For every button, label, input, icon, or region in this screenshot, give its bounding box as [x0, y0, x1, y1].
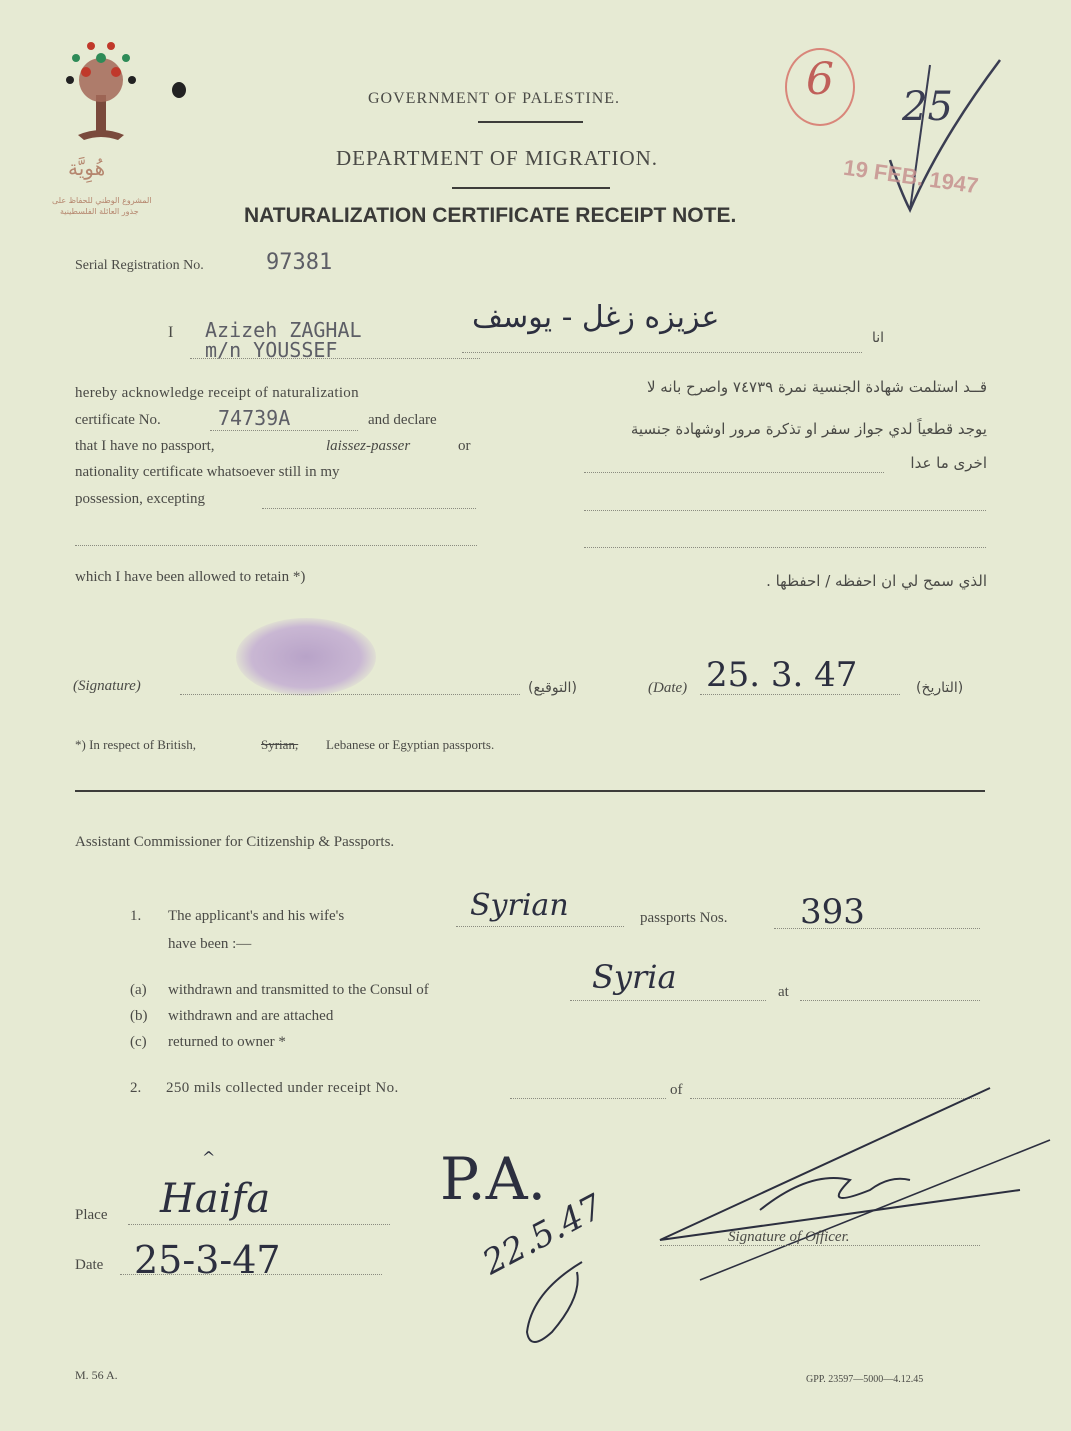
footnote-struck: Syrian,	[261, 737, 299, 752]
form-number: M. 56 A.	[75, 1368, 118, 1382]
certificate-number: 74739A	[218, 406, 291, 430]
serial-value: 97381	[266, 250, 333, 275]
retain-english: which I have been allowed to retain *)	[75, 569, 306, 585]
passport-number: 393	[800, 892, 865, 932]
divider	[452, 187, 610, 189]
date-value: 25. 3. 47	[706, 655, 858, 695]
item-a-handwritten: Syria	[592, 958, 677, 996]
bottom-date-value: 25-3-47	[134, 1238, 281, 1282]
date-label-ar: (التاريخ)	[916, 680, 964, 696]
caret-mark: ^	[202, 1148, 216, 1167]
thumbprint	[236, 618, 376, 696]
logo-name: هُوِيَّة	[68, 156, 106, 180]
body-line-3-italic: laissez-passer	[326, 438, 411, 454]
body-line-2b: and declare	[368, 412, 437, 428]
logo-caption-2: جذور العائلة الفلسطينية	[60, 207, 139, 216]
arabic-body-2: يوجد قطعياً لدي جواز سفر او تذكرة مرور اوشهادة جنسية	[630, 420, 987, 438]
item1-line2: have been :—	[168, 936, 252, 952]
body-line-3b: or	[458, 438, 471, 454]
ink-blot	[172, 82, 186, 98]
circled-number: 6	[806, 54, 834, 105]
body-line-5: possession, excepting	[75, 491, 205, 507]
department-heading: DEPARTMENT OF MIGRATION.	[336, 146, 659, 170]
arabic-name: عزيزه زغل - يوسف	[472, 300, 720, 335]
item1-handwritten: Syrian	[470, 888, 569, 923]
arabic-body-1: قــد استلمت شهادة الجنسية نمرة ٧٤٧٣٩ واصرح بانه لا	[646, 378, 987, 396]
place-value: Haifa	[160, 1176, 271, 1222]
arabic-body-3: اخرى ما عدا	[910, 454, 987, 472]
item-b-text: withdrawn and are attached	[168, 1008, 334, 1024]
body-line-2a: certificate No.	[75, 412, 161, 428]
section-divider	[75, 790, 985, 792]
item1-text: The applicant's and his wife's	[168, 908, 345, 924]
date-stamp: 19 FEB. 1947	[841, 154, 980, 199]
pa-date: 22.5.47	[476, 1186, 610, 1284]
signature-label-ar: (التوقيع)	[528, 680, 577, 696]
body-line-1: hereby acknowledge receipt of naturalization	[75, 385, 359, 401]
footnote-suffix: Lebanese or Egyptian passports.	[326, 737, 495, 752]
page-title: NATURALIZATION CERTIFICATE RECEIPT NOTE.	[244, 204, 737, 227]
commissioner-heading: Assistant Commissioner for Citizenship & Passports.	[75, 834, 395, 850]
date-label: (Date)	[648, 680, 688, 696]
item-a-at: at	[778, 984, 789, 1000]
pen-scribble-icon	[512, 1252, 602, 1362]
item2-of: of	[670, 1082, 683, 1098]
item1-number: 1.	[130, 908, 142, 924]
item2-number: 2.	[130, 1080, 142, 1096]
officer-signature-icon	[640, 1080, 1060, 1300]
officer-signature-label: Signature of Officer.	[728, 1229, 850, 1245]
item-c-text: returned to owner *	[168, 1034, 286, 1050]
government-heading: GOVERNMENT OF PALESTINE.	[368, 90, 621, 107]
item1-after: passports Nos.	[640, 910, 728, 926]
place-label: Place	[75, 1207, 108, 1223]
retain-arabic: الذي سمح لي ان احفظه / احفظها .	[766, 572, 987, 590]
logo-caption-1: المشروع الوطني للحفاظ على	[52, 196, 152, 205]
declarant-name-2: m/n YOUSSEF	[205, 338, 338, 362]
footnote-prefix: *) In respect of British,	[75, 737, 196, 752]
bottom-date-label: Date	[75, 1257, 104, 1273]
declarant-prefix: I	[168, 324, 174, 341]
tree-logo-icon	[58, 40, 148, 160]
serial-label: Serial Registration No.	[75, 258, 204, 273]
item-a-label: (a)	[130, 982, 147, 998]
item2-text: 250 mils collected under receipt No.	[166, 1080, 399, 1096]
body-line-3a: that I have no passport,	[75, 438, 215, 454]
page-mark: 25	[902, 84, 953, 130]
declarant-name-1: Azizeh ZAGHAL	[205, 318, 362, 342]
printer-code: GPP. 23597—5000—4.12.45	[806, 1374, 924, 1385]
pa-mark: P.A.	[440, 1145, 547, 1213]
check-mark-icon	[870, 50, 1010, 220]
body-line-4: nationality certificate whatsoever still in my	[75, 464, 340, 480]
item-b-label: (b)	[130, 1008, 148, 1024]
item-c-label: (c)	[130, 1034, 147, 1050]
arabic-prefix: انا	[872, 330, 885, 346]
signature-label: (Signature)	[73, 678, 141, 694]
divider	[478, 121, 583, 123]
item-a-text: withdrawn and transmitted to the Consul of	[168, 982, 429, 998]
